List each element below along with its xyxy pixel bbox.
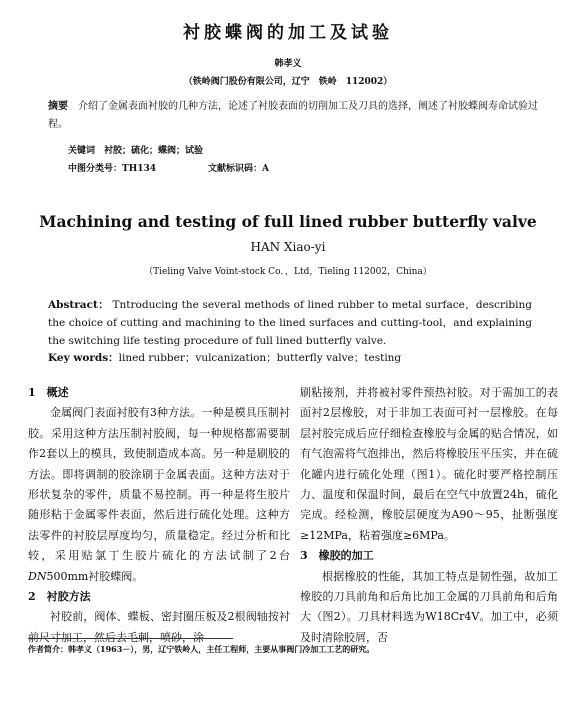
paper-title-cn: 衬胶蝶阀的加工及试验	[183, 23, 393, 43]
dn-italic: DN	[28, 569, 47, 583]
abstract-cn	[48, 98, 538, 134]
classification-line-cn	[68, 161, 321, 174]
abstract-en	[48, 296, 532, 350]
abstract-label-cn: 摘要	[48, 101, 68, 112]
section-heading-rubber-machining: 3 橡胶的加工	[300, 549, 374, 563]
author-footnote: 作者简介：韩孝义（1963－），男，辽宁铁岭人，主任工程师，主要从事阀门冷加工工艺的研究。	[28, 644, 375, 654]
keywords-en	[48, 350, 401, 365]
paragraph-overview-text: 金属阀门表面衬胶有3种方法。一种是模具压制衬胶。采用这种方法压制衬胶阀，每一种规格都需要制作2套以上的模具，致使制造成本高。另一种是刷胶的方法。即将调制的胶涂刷于金属表面。这种方法对于形状复杂的零件，质量不易控制。再一种是将生胶片随形粘于金属零件表面，然后进行硫化处理。这种方法零件的衬胶层厚度均匀，质量稳定。经过分析和比较，采用贴氯丁生胶片硫化的方法试制了2台	[28, 406, 290, 563]
paragraph-rubber-machining: 根据橡胶的性能，其加工特点是韧性强，故加工橡胶的刀具前角和后角比加工金属的刀具前角和后角大（图2）。刀具材料选为W18Cr4V。加工中，必须及时清除胶屑，否	[300, 569, 558, 644]
paragraph-lining-method-cont-text: 刷粘接剂，并将被衬零件预热衬胶。对于需加工的表面衬2层橡胶，对于非加工表面可衬一层橡胶。在每层衬胶完成后应仔细检查橡胶与金属的贴合情况，如有气泡需将气泡排出，然后将橡胶压平压实，并在硫化罐内进行硫化处理（图1）。硫化时要严格控制压力、温度和保温时间，最后在空气中放置24h，硫化完成。经检测，橡胶层硬度为A90～95，扯断强度≥12MPa，粘着强度≥6MPa。	[300, 386, 558, 542]
affiliation-en: （Tieling Valve Voint-stock Co．，Ltd，Tieling 112002，China）	[144, 267, 432, 277]
paragraph-overview-end: 500mm衬胶蝶阀。	[46, 569, 144, 583]
footnote-rule	[28, 638, 233, 639]
paper-title-en: Machining and testing of full lined rubber butterfly valve	[39, 212, 537, 231]
abstract-text-en: Tntroducing the several methods of lined rubber to metal surface，describing the choice of cutting and machining to the lined surfaces and cutting-tool，and explaining the switching life testing procedure of full lined butterfly valve.	[48, 299, 532, 347]
abstract-label-en: Abstract：	[48, 299, 109, 311]
paragraph-overview	[28, 403, 290, 587]
keywords-text-en: lined rubber；vulcanization；butterfly valve；testing	[118, 352, 402, 364]
body-column-right	[300, 383, 558, 648]
affiliation-cn: （铁岭阀门股份有限公司，辽宁 铁岭 112002）	[183, 77, 393, 87]
keywords-cn: 关键词 衬胶；硫化；蝶阀；试验	[68, 146, 204, 156]
paragraph-lining-method: 衬胶前，阀体、蝶板、密封圈压板及2根阀轴按衬前尺寸加工，然后去毛刺，喷砂，涂	[28, 610, 290, 644]
document-code: 文献标识码：A	[208, 164, 269, 174]
author-name-cn: 韩孝义	[274, 59, 302, 69]
keywords-label-en: Key words：	[48, 352, 119, 364]
section-heading-overview: 1 概述	[28, 386, 69, 399]
abstract-text-cn: 介绍了金属表面衬胶的几种方法，论述了衬胶表面的切削加工及刀具的选择，阐述了衬胶蝶阀寿命试验过程。	[48, 101, 538, 130]
classification-number: 中图分类号：TH134	[68, 164, 156, 174]
body-column-left	[28, 383, 290, 648]
author-name-en: HAN Xiao-yi	[250, 240, 326, 254]
section-heading-lining-method: 2 衬胶方法	[28, 590, 91, 604]
paragraph-lining-method-cont	[300, 383, 558, 546]
